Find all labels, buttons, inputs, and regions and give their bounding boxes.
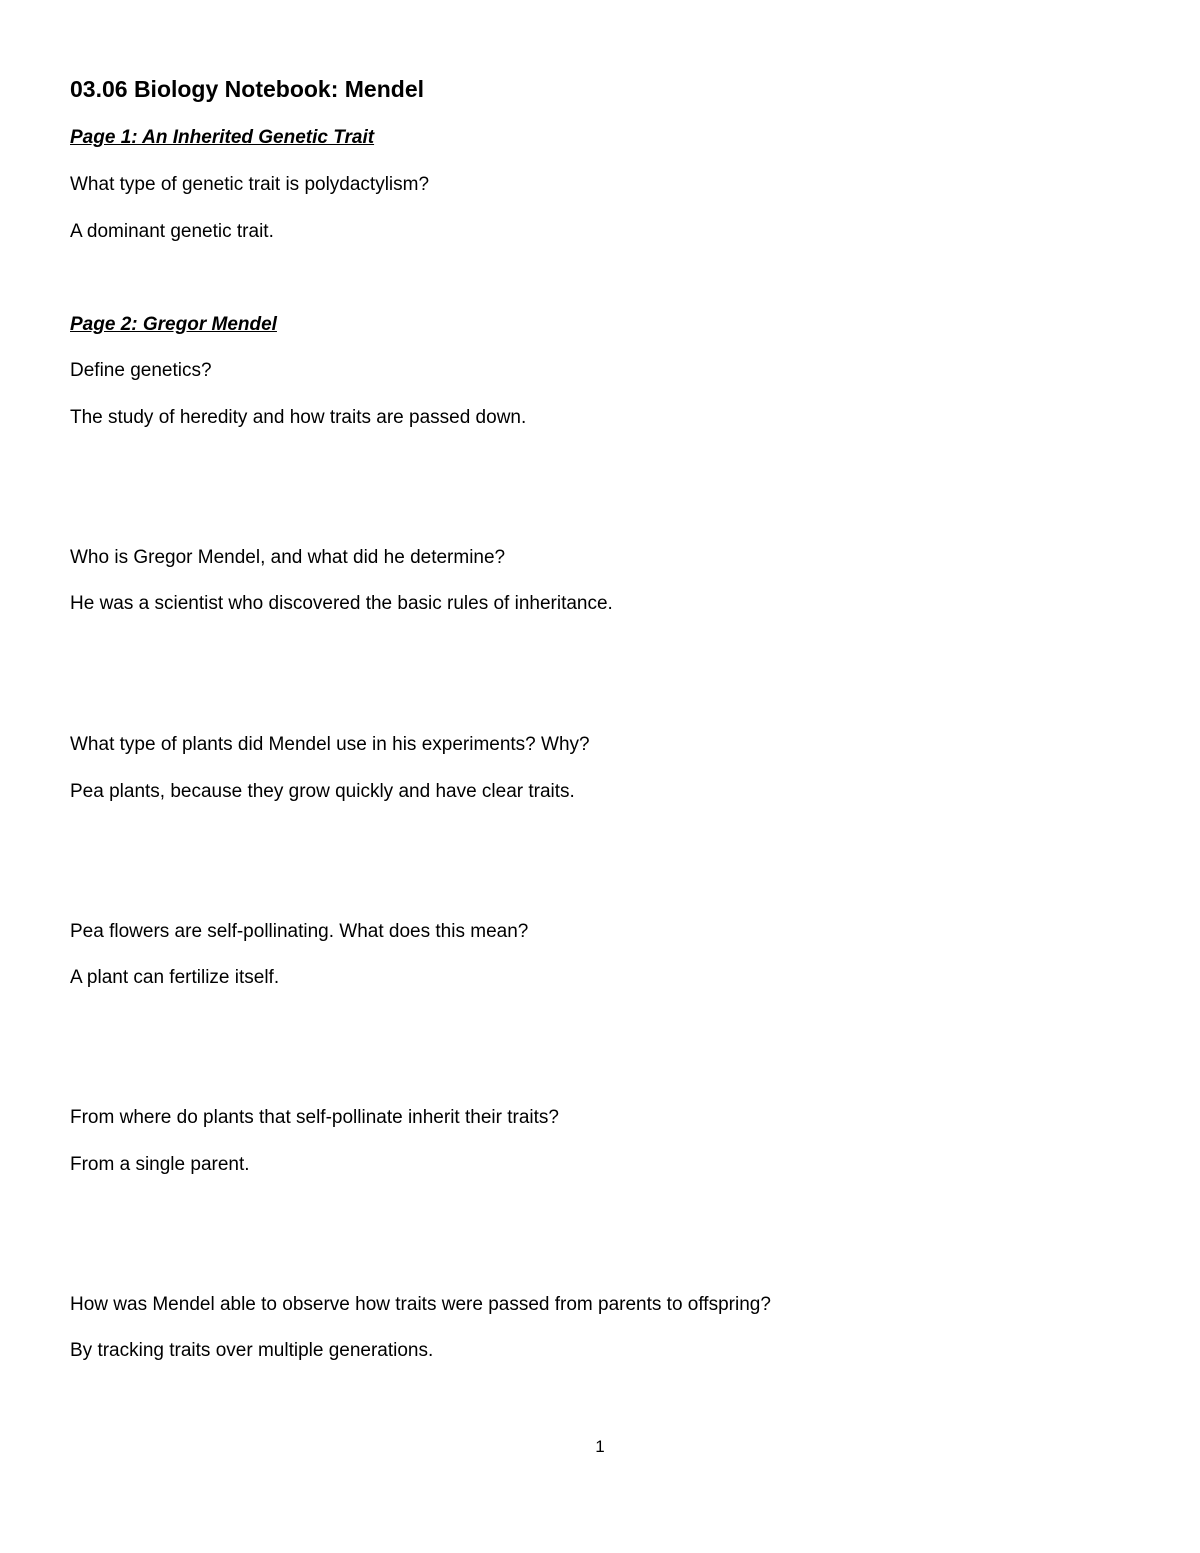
answer-self-pollinating: A plant can fertilize itself. [70,967,280,988]
page-number: 1 [595,1437,605,1456]
answer-mendel: He was a scientist who discovered the basic rules of inheritance. [70,593,613,614]
answer-observe-traits: By tracking traits over multiple generations. [70,1340,434,1361]
question-plants: What type of plants did Mendel use in his experiments? Why? [70,734,590,755]
question-mendel: Who is Gregor Mendel, and what did he determine? [70,547,506,568]
document-title: 03.06 Biology Notebook: Mendel [70,76,424,102]
question-observe-traits: How was Mendel able to observe how traits were passed from parents to offspring? [70,1294,771,1315]
question-polydactylism: What type of genetic trait is polydactylism? [70,174,430,195]
section-heading-page-1: Page 1: An Inherited Genetic Trait [70,127,375,148]
answer-polydactylism: A dominant genetic trait. [70,221,274,242]
question-inherit-traits: From where do plants that self-pollinate inherit their traits? [70,1107,559,1128]
question-genetics: Define genetics? [70,360,212,381]
answer-plants: Pea plants, because they grow quickly and have clear traits. [70,781,575,802]
answer-inherit-traits: From a single parent. [70,1154,250,1175]
question-self-pollinating: Pea flowers are self-pollinating. What does this mean? [70,921,529,942]
section-heading-page-2: Page 2: Gregor Mendel [70,314,277,335]
answer-genetics: The study of heredity and how traits are passed down. [70,407,527,428]
